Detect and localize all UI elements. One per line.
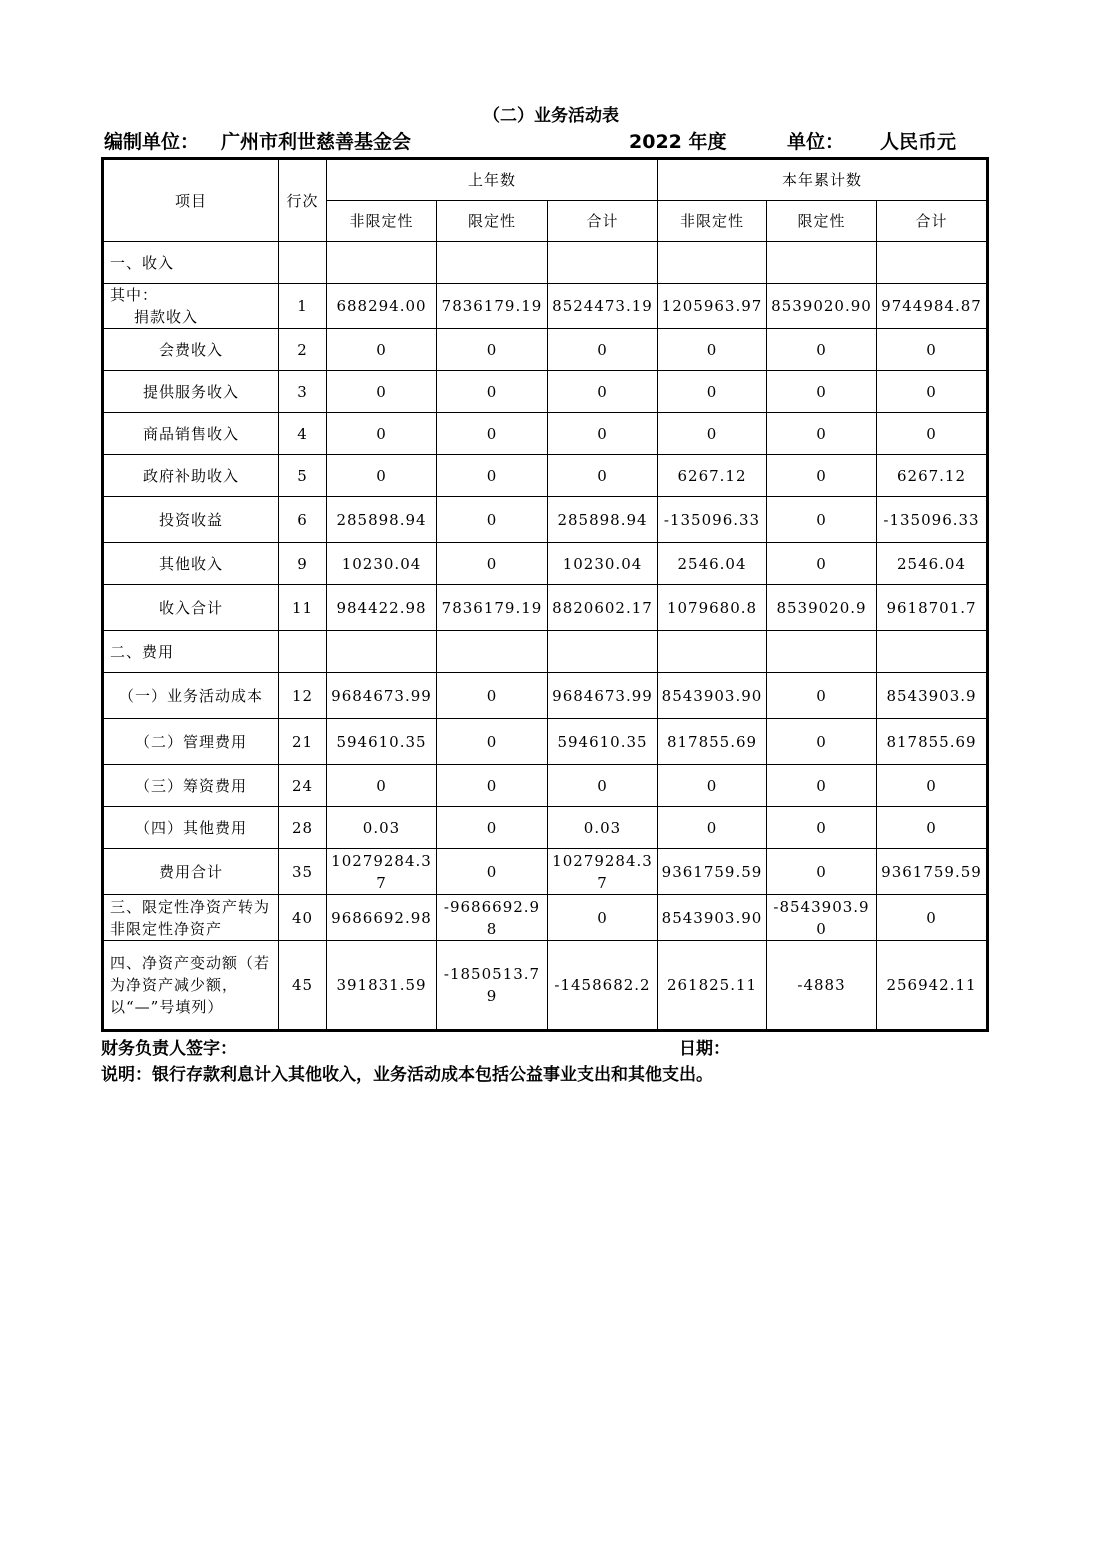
cell-prev-restricted: -1850513.79 [437,941,548,1031]
compiling-unit-name: 广州市利世慈善基金会 [221,131,412,153]
compiling-unit-label: 编制单位： [104,131,200,153]
cell-cur-unrestricted: 6267.12 [658,455,767,497]
row-line-number: 45 [279,941,327,1031]
cell-prev-unrestricted: 9686692.98 [327,895,437,941]
cell-cur-unrestricted: 0 [658,765,767,807]
row-item-label: 投资收益 [103,497,279,543]
finance-signer-label: 财务负责人签字： [101,1039,237,1059]
cell-prev-unrestricted [327,631,437,673]
row-line-number: 3 [279,371,327,413]
cell-prev-total: 0 [548,455,658,497]
cell-cur-total: 2546.04 [877,543,988,585]
cell-prev-unrestricted: 0 [327,455,437,497]
row-item-label: 政府补助收入 [103,455,279,497]
cell-prev-restricted: 0 [437,329,548,371]
col-header-current-year: 本年累计数 [658,159,988,201]
cell-prev-unrestricted: 391831.59 [327,941,437,1031]
cell-cur-total [877,631,988,673]
col-header-cur-unrestricted: 非限定性 [658,201,767,242]
cell-prev-total: -1458682.2 [548,941,658,1031]
cell-prev-restricted [437,242,548,284]
cell-cur-restricted: 8539020.9 [767,585,877,631]
row-line-number: 5 [279,455,327,497]
cell-cur-unrestricted: 8543903.90 [658,673,767,719]
cell-cur-total: 0 [877,329,988,371]
row-item-label: （二）管理费用 [103,719,279,765]
cell-cur-total: -135096.33 [877,497,988,543]
cell-prev-unrestricted: 594610.35 [327,719,437,765]
row-item-label: 收入合计 [103,585,279,631]
cell-prev-restricted: 0 [437,413,548,455]
cell-cur-restricted: 0 [767,455,877,497]
row-item-label: 其他收入 [103,543,279,585]
currency-unit: 人民币元 [880,131,957,153]
cell-cur-total: 9618701.7 [877,585,988,631]
col-header-prev-unrestricted: 非限定性 [327,201,437,242]
row-line-number: 9 [279,543,327,585]
row-line-number: 40 [279,895,327,941]
col-header-cur-total: 合计 [877,201,988,242]
cell-cur-unrestricted: 0 [658,371,767,413]
cell-prev-total [548,242,658,284]
table-row [103,941,988,1031]
row-item-sub-label: 捐款收入 [134,308,199,326]
row-item-group-label: 其中： [110,286,159,304]
cell-prev-restricted: 0 [437,673,548,719]
table-row [103,631,988,673]
table-row [103,497,988,543]
row-item-label: （四）其他费用 [103,807,279,849]
page-title: （二）业务活动表 [483,106,619,126]
cell-prev-restricted: 0 [437,371,548,413]
table-row [103,371,988,413]
cell-prev-total: 0 [548,895,658,941]
cell-cur-unrestricted: 0 [658,329,767,371]
table-row [103,719,988,765]
row-item-label: （一）业务活动成本 [103,673,279,719]
cell-cur-unrestricted: 1205963.97 [658,284,767,329]
row-item-label: 提供服务收入 [103,371,279,413]
row-item-label: （三）筹资费用 [103,765,279,807]
col-header-line: 行次 [279,159,327,242]
cell-cur-restricted: 0 [767,849,877,895]
row-item-label: 费用合计 [103,849,279,895]
explanatory-note: 说明：银行存款利息计入其他收入，业务活动成本包括公益事业支出和其他支出。 [101,1065,713,1085]
row-line-number: 12 [279,673,327,719]
row-line-number [279,242,327,284]
cell-cur-restricted: 0 [767,329,877,371]
cell-prev-total: 8524473.19 [548,284,658,329]
cell-cur-restricted [767,631,877,673]
row-line-number: 11 [279,585,327,631]
cell-cur-restricted: 0 [767,807,877,849]
cell-prev-unrestricted: 984422.98 [327,585,437,631]
cell-cur-unrestricted: 261825.11 [658,941,767,1031]
cell-cur-restricted: 0 [767,497,877,543]
cell-prev-restricted: 0 [437,849,548,895]
cell-prev-total: 10279284.37 [548,849,658,895]
cell-prev-total: 0 [548,413,658,455]
cell-prev-unrestricted [327,242,437,284]
table-row [103,455,988,497]
cell-cur-unrestricted: 817855.69 [658,719,767,765]
cell-prev-unrestricted: 10230.04 [327,543,437,585]
row-line-number: 2 [279,329,327,371]
cell-cur-restricted: 0 [767,719,877,765]
row-item-label: 四、净资产变动额（若为净资产减少额，以“—”号填列） [103,941,279,1031]
cell-prev-unrestricted: 0.03 [327,807,437,849]
cell-cur-total: 0 [877,371,988,413]
cell-cur-restricted: 0 [767,673,877,719]
table-row [103,673,988,719]
table-row [103,849,988,895]
row-line-number: 21 [279,719,327,765]
cell-prev-total: 10230.04 [548,543,658,585]
cell-prev-restricted: -9686692.98 [437,895,548,941]
cell-prev-unrestricted: 0 [327,329,437,371]
cell-cur-restricted: 0 [767,371,877,413]
cell-cur-unrestricted: 9361759.59 [658,849,767,895]
cell-prev-total: 0 [548,371,658,413]
cell-cur-unrestricted: 0 [658,413,767,455]
cell-prev-total: 0 [548,329,658,371]
cell-prev-total: 9684673.99 [548,673,658,719]
cell-prev-restricted [437,631,548,673]
table-row [103,329,988,371]
cell-cur-total: 9361759.59 [877,849,988,895]
cell-cur-total: 0 [877,895,988,941]
cell-prev-total: 0 [548,765,658,807]
row-item-label: 三、限定性净资产转为非限定性净资产 [103,895,279,941]
cell-cur-restricted [767,242,877,284]
cell-cur-unrestricted: 8543903.90 [658,895,767,941]
cell-prev-unrestricted: 0 [327,413,437,455]
cell-prev-restricted: 0 [437,497,548,543]
row-line-number: 6 [279,497,327,543]
cell-prev-total: 0.03 [548,807,658,849]
col-header-prev-total: 合计 [548,201,658,242]
cell-cur-total: 0 [877,413,988,455]
row-item-label: 商品销售收入 [103,413,279,455]
row-line-number: 35 [279,849,327,895]
cell-cur-unrestricted: -135096.33 [658,497,767,543]
cell-cur-total: 256942.11 [877,941,988,1031]
cell-prev-total: 8820602.17 [548,585,658,631]
cell-cur-restricted: 0 [767,543,877,585]
cell-cur-unrestricted [658,242,767,284]
col-header-item: 项目 [103,159,279,242]
cell-cur-unrestricted: 2546.04 [658,543,767,585]
cell-prev-unrestricted: 688294.00 [327,284,437,329]
table-row [103,585,988,631]
col-header-prev-year: 上年数 [327,159,658,201]
col-header-cur-restricted: 限定性 [767,201,877,242]
row-item-label: 一、收入 [103,242,279,284]
cell-cur-total: 6267.12 [877,455,988,497]
cell-cur-restricted: 0 [767,765,877,807]
cell-cur-unrestricted [658,631,767,673]
table-row [103,284,988,329]
currency-unit-label: 单位： [787,131,845,153]
col-header-prev-restricted: 限定性 [437,201,548,242]
row-line-number: 1 [279,284,327,329]
cell-cur-restricted: -4883 [767,941,877,1031]
row-line-number: 28 [279,807,327,849]
cell-prev-restricted: 0 [437,765,548,807]
cell-prev-total: 285898.94 [548,497,658,543]
cell-cur-restricted: 0 [767,413,877,455]
cell-prev-restricted: 7836179.19 [437,284,548,329]
cell-prev-restricted: 0 [437,719,548,765]
cell-prev-restricted: 7836179.19 [437,585,548,631]
cell-prev-unrestricted: 285898.94 [327,497,437,543]
table-row [103,895,988,941]
activity-statement-table [101,157,989,1032]
cell-prev-total [548,631,658,673]
table-row [103,807,988,849]
cell-cur-total: 0 [877,807,988,849]
cell-cur-restricted: 8539020.90 [767,284,877,329]
cell-cur-unrestricted: 0 [658,807,767,849]
cell-prev-restricted: 0 [437,543,548,585]
row-line-number [279,631,327,673]
table-row [103,765,988,807]
table-row [103,413,988,455]
row-item-label: 二、费用 [103,631,279,673]
cell-prev-restricted: 0 [437,807,548,849]
table-row [103,543,988,585]
cell-cur-total [877,242,988,284]
cell-prev-unrestricted: 10279284.37 [327,849,437,895]
date-label: 日期： [679,1039,730,1059]
cell-prev-restricted: 0 [437,455,548,497]
table-row [103,242,988,284]
row-line-number: 4 [279,413,327,455]
cell-cur-total: 9744984.87 [877,284,988,329]
cell-prev-unrestricted: 9684673.99 [327,673,437,719]
report-year: 2022 年度 [629,131,727,153]
cell-cur-unrestricted: 1079680.8 [658,585,767,631]
cell-prev-unrestricted: 0 [327,765,437,807]
cell-cur-restricted: -8543903.90 [767,895,877,941]
cell-prev-unrestricted: 0 [327,371,437,413]
cell-cur-total: 817855.69 [877,719,988,765]
row-item-label [103,284,279,329]
row-item-label: 会费收入 [103,329,279,371]
cell-prev-total: 594610.35 [548,719,658,765]
cell-cur-total: 8543903.9 [877,673,988,719]
cell-cur-total: 0 [877,765,988,807]
row-line-number: 24 [279,765,327,807]
